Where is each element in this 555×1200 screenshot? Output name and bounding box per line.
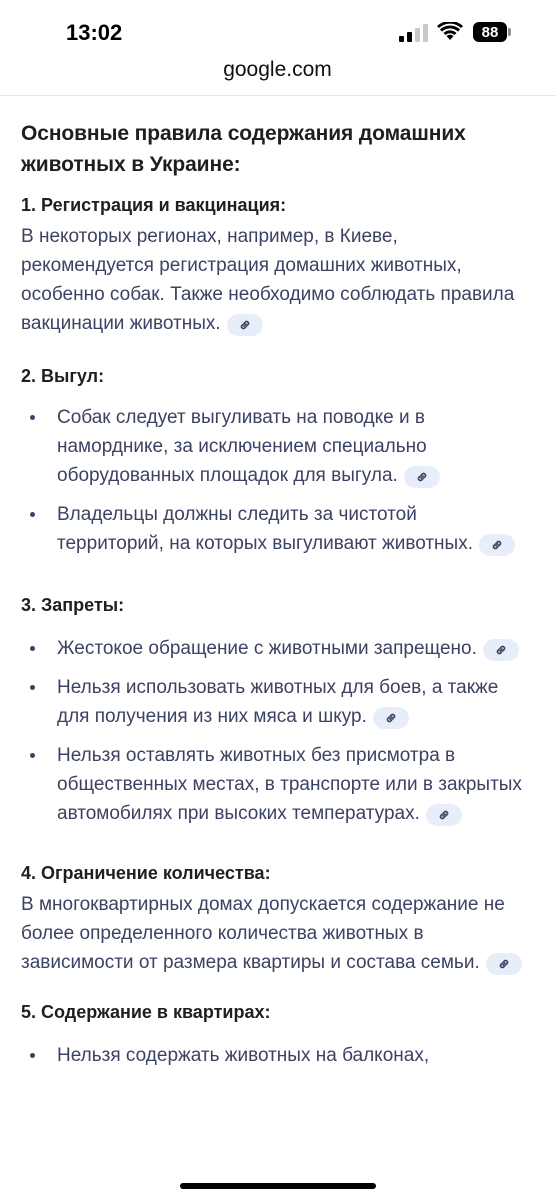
section-text: В некоторых регионах, например, в Киеве, рекомендуется регистрация домашних животных, особенно собак. Также необходимо соблюдать правила вакцинации животных.: [21, 226, 515, 334]
section-text-quantity: [21, 890, 526, 977]
section-title-walking: 2. Выгул:: [21, 366, 105, 386]
url-bar[interactable]: google.com: [0, 58, 555, 96]
list-item-text: Нельзя оставлять животных без присмотра в общественных местах, в транспорте или в закрытых автомобилях при высоких температурах.: [57, 745, 522, 824]
bullet-dot: [30, 753, 35, 758]
list-item-text: Нельзя содержать животных на балконах,: [57, 1045, 430, 1066]
status-bar: [0, 0, 555, 62]
home-indicator[interactable]: [180, 1183, 376, 1189]
link-icon[interactable]: [373, 707, 409, 729]
section-text: В многоквартирных домах допускается содержание не более определенного количества животных в зависимости от размера квартиры и состава семьи.: [21, 894, 505, 973]
bullet-dot: [30, 1053, 35, 1058]
link-icon[interactable]: [483, 639, 519, 661]
link-icon[interactable]: [479, 534, 515, 556]
list-item: [21, 634, 526, 663]
list-item-text: Собак следует выгуливать на поводке и в наморднике, за исключением специально оборудованных площадок для выгула.: [57, 407, 427, 486]
link-icon[interactable]: [227, 314, 263, 336]
link-icon[interactable]: [486, 953, 522, 975]
article: [21, 118, 526, 1080]
bullet-list-apartments: [21, 1041, 526, 1070]
link-icon[interactable]: [426, 804, 462, 826]
list-item: [21, 741, 526, 828]
list-item: [21, 500, 526, 558]
bullet-dot: [30, 415, 35, 420]
link-icon[interactable]: [404, 466, 440, 488]
bullet-dot: [30, 685, 35, 690]
cellular-signal-icon: [399, 24, 429, 42]
wifi-icon: [437, 22, 463, 42]
status-time: 13:02: [66, 20, 123, 45]
section-text-registration: [21, 222, 526, 338]
bullet-dot: [30, 646, 35, 651]
bullet-list-prohibitions: [21, 634, 526, 828]
bullet-list-walking: [21, 403, 526, 558]
list-item-text: Жестокое обращение с животными запрещено.: [57, 638, 477, 659]
list-item: [21, 403, 526, 490]
battery-icon: 88: [473, 22, 507, 42]
list-item-text: Владельцы должны следить за чистотой территорий, на которых выгуливают животных.: [57, 504, 473, 554]
section-title-quantity: 4. Ограничение количества:: [21, 863, 271, 883]
battery-tip: [508, 28, 511, 36]
list-item: [21, 1041, 526, 1070]
section-title-registration: 1. Регистрация и вакцинация:: [21, 195, 287, 215]
bullet-dot: [30, 512, 35, 517]
section-title-apartments: 5. Содержание в квартирах:: [21, 1002, 271, 1022]
section-title-prohibitions: 3. Запреты:: [21, 595, 125, 615]
list-item-text: Нельзя использовать животных для боев, а также для получения из них мяса и шкур.: [57, 677, 499, 727]
list-item: [21, 673, 526, 731]
article-heading: Основные правила содержания домашних животных в Украине:: [21, 122, 466, 176]
